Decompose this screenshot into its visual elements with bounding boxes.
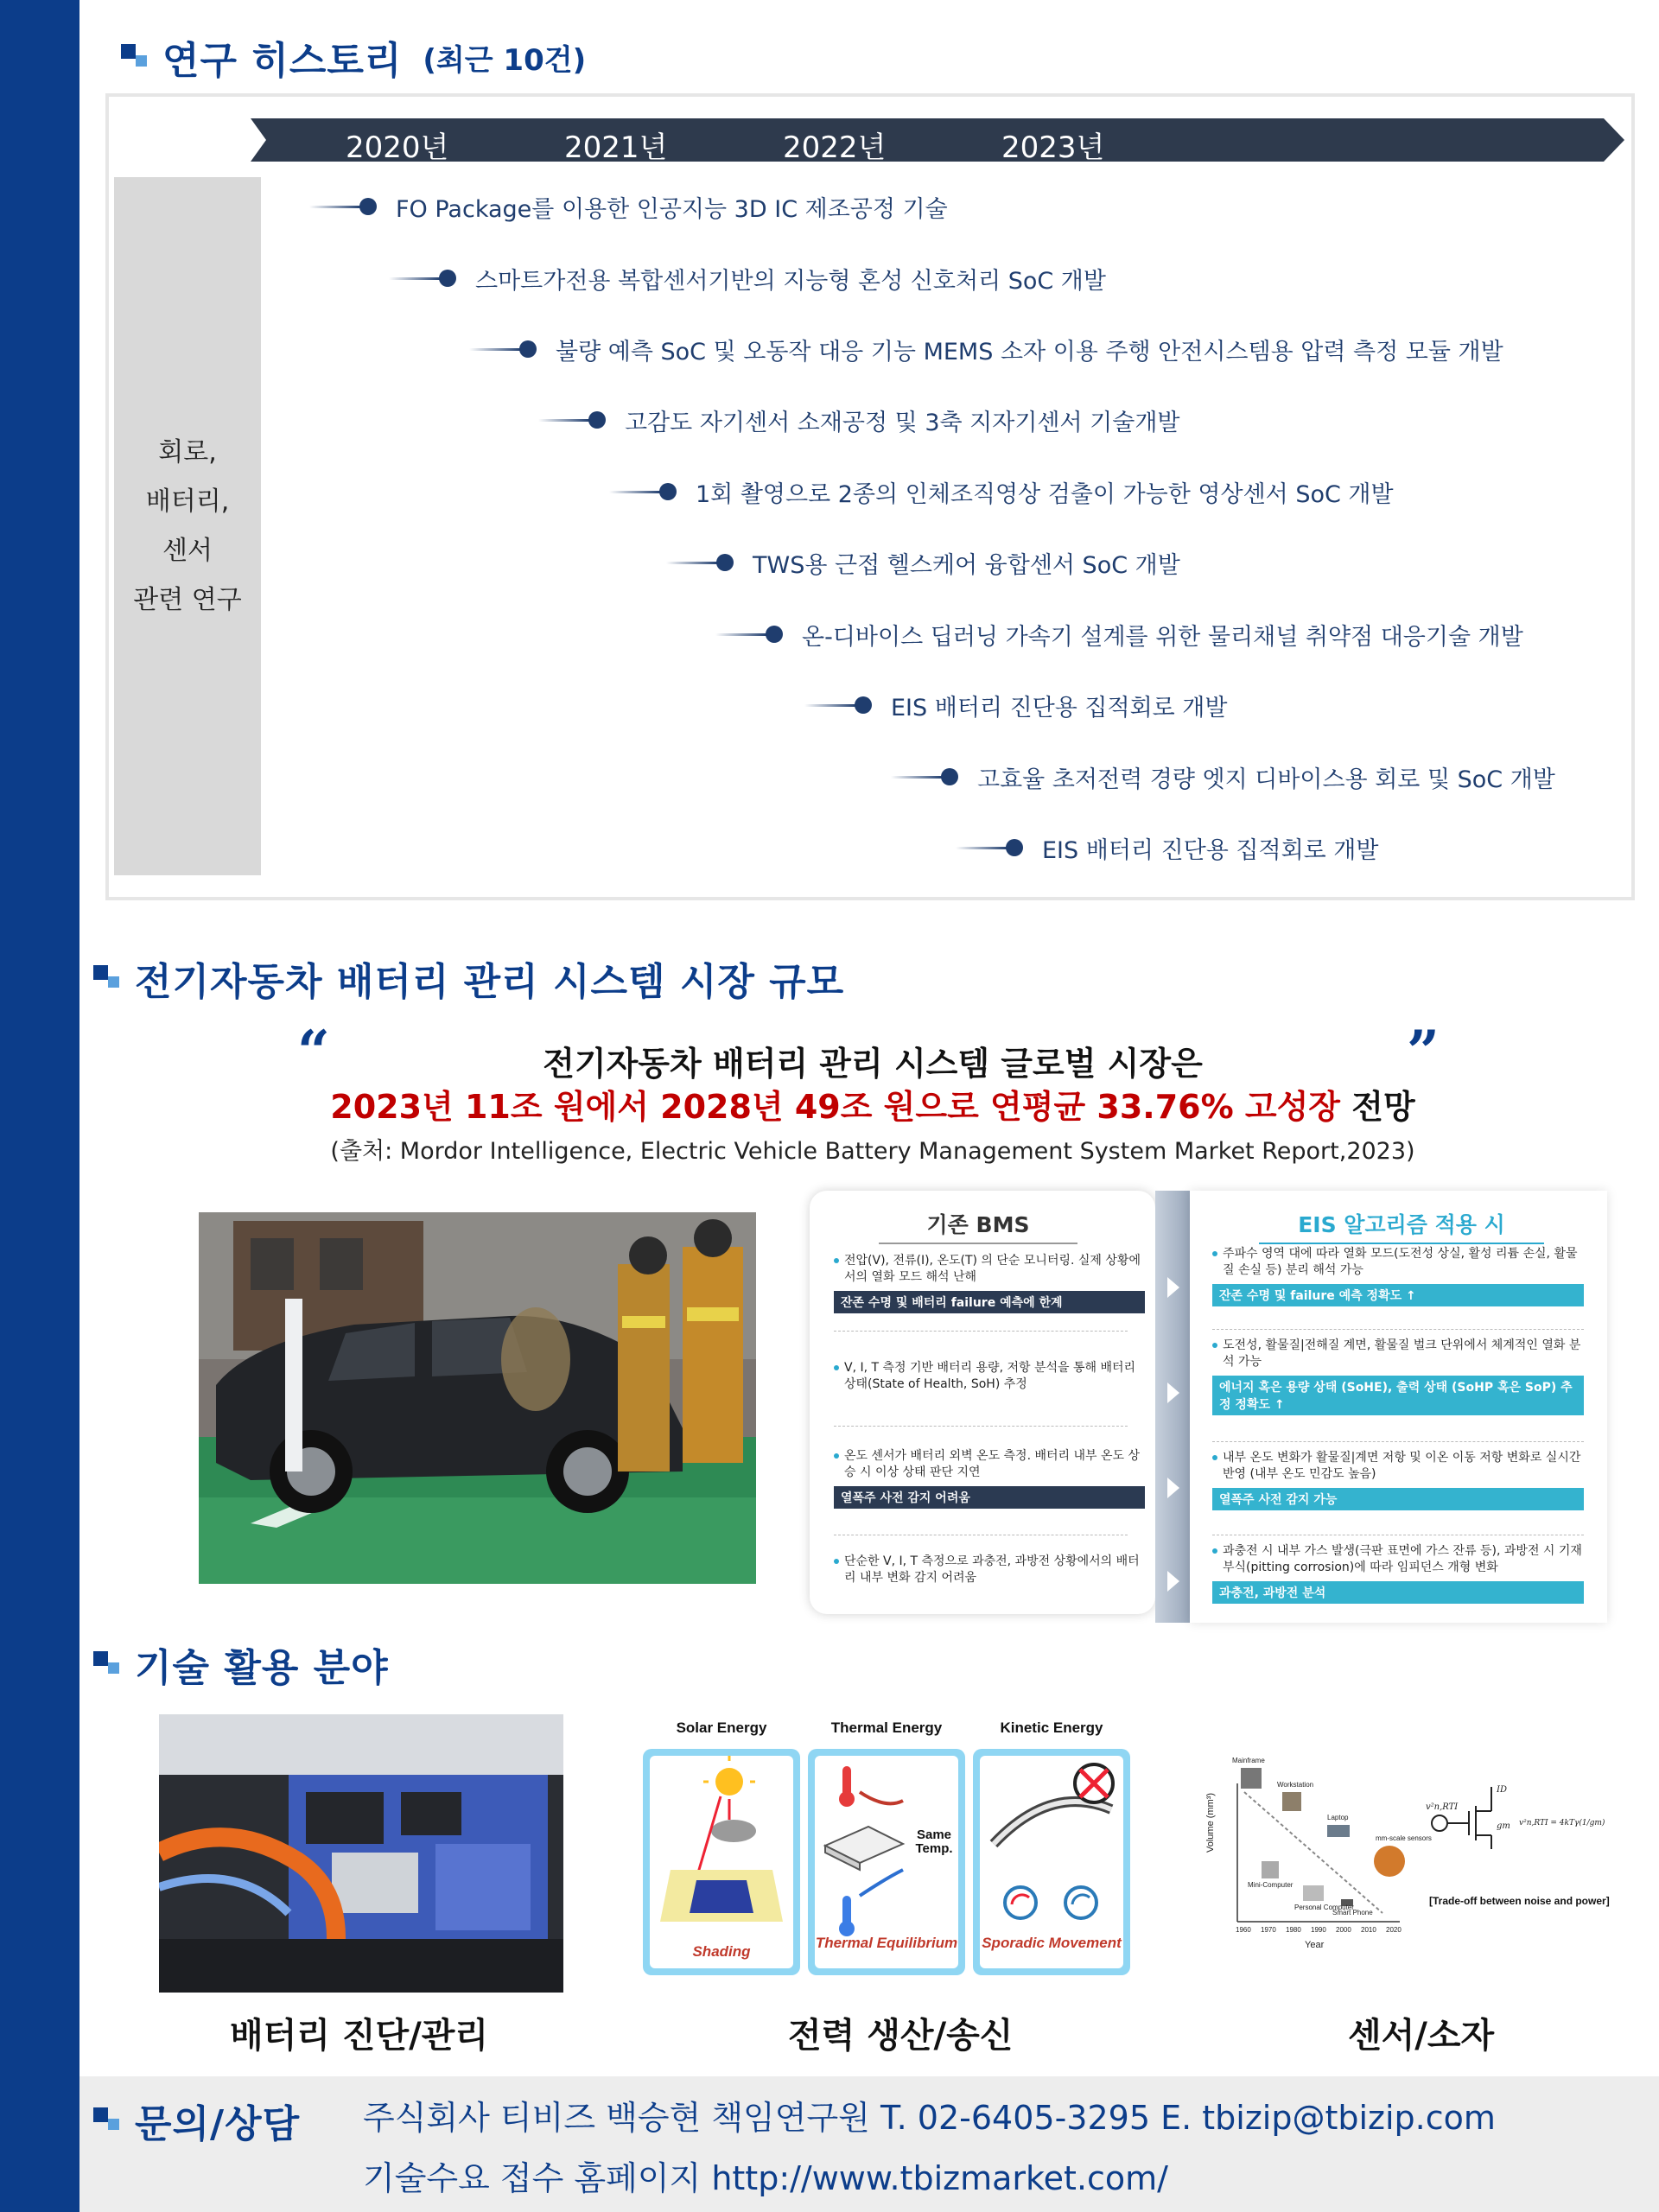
category-line: 배터리, [145, 486, 230, 517]
bms-right-item: 주파수 영역 대에 따라 열화 모드(도전성 상실, 활성 리튬 손실, 활물질 손실 등) 분리 해석 가능 잔존 수명 및 failure 예측 정확도 ↑ [1212, 1246, 1584, 1306]
contact-homepage-link[interactable]: 기술수요 접수 홈페이지 http://www.tbizmarket.com/ [363, 2159, 1168, 2197]
eis-bms-title: EIS 알고리즘 적용 시 [1259, 1208, 1544, 1244]
sensor-chart-ylabel: Volume (mm³) [1205, 1792, 1216, 1853]
history-item: EIS 배터리 진단용 집적회로 개발 [956, 830, 1378, 865]
bullet-dot-icon [1006, 839, 1023, 856]
thermal-panel [808, 1749, 965, 1975]
application-caption-battery: 배터리 진단/관리 [230, 2016, 489, 2056]
section-marker-icon [121, 44, 150, 70]
bullet-dot-icon [659, 483, 677, 500]
transition-arrows [1155, 1191, 1190, 1623]
bullet-dot-icon [359, 198, 377, 215]
bms-right-item: 과충전 시 내부 가스 발생(극판 표면에 가스 잔류 등), 과방전 시 기재 부식(pitting corrosion)에 따라 임피던스 개형 변화 과충전, 과방전 분석 [1212, 1543, 1584, 1604]
category-line: 관련 연구 [133, 585, 242, 615]
kinetic-panel [973, 1749, 1130, 1975]
tradeoff-caption: [Trade-off between noise and power] [1429, 1895, 1610, 1907]
solar-shading-icon [643, 1749, 800, 1975]
quote-line-2: 2023년 11조 원에서 2028년 49조 원으로 연평균 33.76% 고성장 전망 [330, 1088, 1415, 1126]
kinetic-energy-title: Kinetic Energy [1000, 1719, 1103, 1736]
kinetic-caption: Sporadic Movement [982, 1935, 1122, 1951]
x-tick-label: 2000 [1336, 1926, 1351, 1934]
thermal-energy-title: Thermal Energy [830, 1719, 943, 1736]
application-caption-power: 전력 생산/송신 [788, 2016, 1014, 2056]
category-line: 회로, [158, 437, 217, 467]
bullet-dot-icon [716, 554, 734, 571]
year-label: 2021년 [564, 130, 668, 165]
year-label: 2023년 [1001, 130, 1105, 165]
solar-energy-title: Solar Energy [676, 1719, 767, 1736]
application-caption-sensor: 센서/소자 [1348, 2016, 1495, 2056]
application-section-title [93, 1637, 389, 1692]
history-item: 고감도 자기센서 소재공정 및 3축 지자기센서 기술개발 [538, 403, 1179, 437]
category-box [114, 177, 261, 875]
device-label: Laptop [1327, 1814, 1349, 1821]
bms-left-item: V, I, T 측정 기반 배터리 용량, 저항 분석을 통해 배터리 상태(State of Health, SoH) 추정 [834, 1360, 1145, 1393]
bms-right-item: 내부 온도 변화가 활물질|계면 저항 및 이온 이동 저항 변화로 실시간 반영 (내부 온도 민감도 높음) 열폭주 사전 감지 가능 [1212, 1450, 1584, 1510]
history-subtitle: (최근 10건) [423, 42, 587, 78]
history-item: EIS 배터리 진단용 집적회로 개발 [804, 688, 1227, 722]
history-section-title [121, 29, 586, 85]
svg-text:ID: ID [1497, 1785, 1507, 1795]
year-timeline-arrow [251, 118, 1624, 162]
year-label: 2022년 [783, 130, 887, 165]
device-label: Personal Computer [1294, 1904, 1354, 1911]
transistor-symbol-icon [1432, 1787, 1491, 1849]
category-line: 센서 [162, 536, 213, 566]
energy-harvesting-figure [643, 1714, 1134, 1993]
market-growth-highlight: 2023년 11조 원에서 2028년 49조 원으로 연평균 33.76% 고성장 [330, 1088, 1341, 1126]
bullet-dot-icon [941, 768, 958, 785]
device-label: mm-scale sensors [1376, 1834, 1432, 1842]
x-tick-label: 2010 [1361, 1926, 1376, 1934]
bms-left-item: 온도 센서가 배터리 외벽 온도 측정. 배터리 내부 온도 상승 시 이상 상태 판단 지연 열폭주 사전 감지 어려움 [834, 1448, 1145, 1509]
contact-info: 주식회사 티비즈 백승현 책임연구원 T. 02-6405-3295 E. tbizip@tbizip.com [363, 2099, 1496, 2137]
market-section-title [93, 950, 844, 1006]
bullet-dot-icon [439, 270, 456, 287]
quote-open-icon: “ [297, 1018, 330, 1085]
svg-text:v²n,RTI: v²n,RTI [1426, 1802, 1459, 1812]
svg-text:gm: gm [1497, 1821, 1510, 1831]
x-tick-label: 1980 [1286, 1926, 1301, 1934]
sensor-scaling-figure [1192, 1714, 1642, 1993]
history-item: 스마트가전용 복합센서기반의 지능형 혼성 신호처리 SoC 개발 [389, 261, 1106, 296]
contact-title: 문의/상담 [135, 2102, 301, 2146]
svg-text:v²n,RTI = 4kTγ(1/gm): v²n,RTI = 4kTγ(1/gm) [1519, 1819, 1605, 1827]
bms-comparison [810, 1191, 1607, 1623]
ev-fire-photo [199, 1212, 756, 1584]
same-temp-label: Same Temp. [915, 1827, 953, 1856]
bullet-dot-icon [855, 696, 872, 714]
application-title: 기술 활용 분야 [135, 1646, 389, 1690]
x-tick-label: 1960 [1236, 1926, 1251, 1934]
history-item: 온-디바이스 딥러닝 가속기 설계를 위한 물리채널 취약점 대응기술 개발 [715, 617, 1523, 652]
quote-close-icon: ” [1407, 1018, 1440, 1085]
history-item: FO Package를 이용한 인공지능 3D IC 제조공정 기술 [309, 189, 948, 224]
device-label: Mini-Computer [1248, 1881, 1294, 1889]
bms-left-item: 전압(V), 전류(I), 온도(T) 의 단순 모니터링. 실제 상황에서의 열화 모드 해석 난해 잔존 수명 및 배터리 failure 예측에 한계 [834, 1253, 1145, 1313]
history-item: TWS용 근접 헬스케어 융합센서 SoC 개발 [666, 545, 1180, 580]
market-source: (출처: Mordor Intelligence, Electric Vehicle Battery Management System Market Report,2023) [330, 1138, 1415, 1165]
bullet-dot-icon [519, 340, 537, 358]
history-item: 1회 촬영으로 2종의 인체조직영상 검출이 가능한 영상센서 SoC 개발 [609, 474, 1394, 509]
thermal-caption: Thermal Equilibrium [815, 1935, 958, 1951]
x-tick-label: 1990 [1311, 1926, 1326, 1934]
x-tick-label: 1970 [1261, 1926, 1276, 1934]
market-title: 전기자동차 배터리 관리 시스템 시장 규모 [135, 960, 845, 1004]
bms-right-item: 도전성, 활물질|전해질 계면, 활물질 벌크 단위에서 체계적인 열화 분석 가능 에너지 혹은 용량 상태 (SoHE), 출력 상태 (SoHP 혹은 SoP) 추정 정확도 ↑ [1212, 1338, 1584, 1415]
device-label: Smart Phone [1332, 1909, 1373, 1916]
bullet-dot-icon [766, 626, 783, 643]
conventional-bms-panel [810, 1191, 1155, 1614]
section-marker-icon [93, 2107, 123, 2133]
year-label: 2020년 [346, 130, 449, 165]
section-marker-icon [93, 965, 123, 991]
contact-section-title [93, 2093, 300, 2148]
solar-panel [643, 1749, 800, 1975]
conventional-bms-title: 기존 BMS [879, 1208, 1077, 1244]
left-accent-bar [0, 0, 79, 2212]
battery-pack-photo [159, 1714, 563, 1993]
sensor-chart-xlabel: Year [1305, 1940, 1325, 1950]
eis-bms-panel [1190, 1191, 1607, 1623]
history-item: 불량 예측 SoC 및 오동작 대응 기능 MEMS 소자 이용 주행 안전시스템용 압력 측정 모듈 개발 [469, 332, 1503, 366]
history-item: 고효율 초저전력 경량 엣지 디바이스용 회로 및 SoC 개발 [891, 760, 1555, 794]
device-label: Mainframe [1232, 1757, 1265, 1764]
section-marker-icon [93, 1651, 123, 1677]
device-label: Workstation [1277, 1781, 1314, 1789]
bms-left-item: 단순한 V, I, T 측정으로 과충전, 과방전 상황에서의 배터리 내부 변화 감지 어려움 [834, 1554, 1145, 1586]
quote-line-1: 전기자동차 배터리 관리 시스템 글로벌 시장은 [543, 1045, 1203, 1083]
bullet-dot-icon [588, 411, 606, 429]
x-tick-label: 2020 [1386, 1926, 1402, 1934]
solar-caption: Shading [692, 1943, 751, 1960]
history-title: 연구 히스토리 [162, 39, 403, 83]
